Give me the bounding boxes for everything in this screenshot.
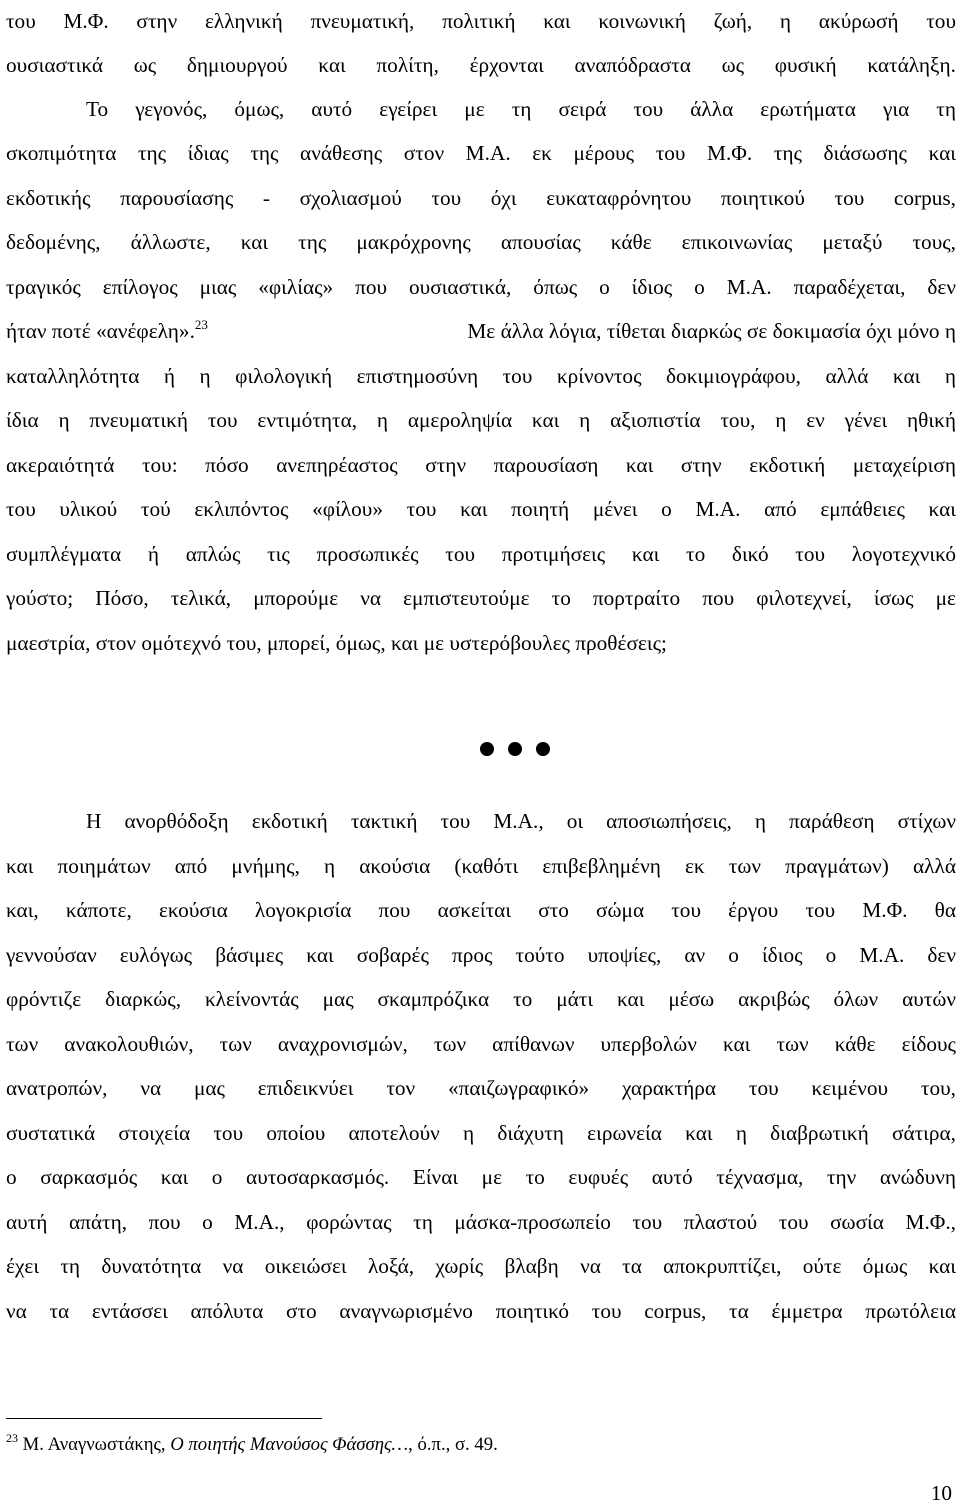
text-line: συστατικά στοιχεία του οποίου αποτελούν η διάχυτη ειρωνεία και η διαβρωτική σάτιρα, (6, 1121, 956, 1145)
text-line: να τα εντάσσει απόλυτα στο αναγνωρισμένο ποιητικό του corpus, τα έμμετρα πρωτόλεια (6, 1299, 956, 1323)
text-line: ακεραιότητά του: πόσο ανεπηρέαστος στην παρουσίαση και στην εκδοτική μεταχείριση (6, 453, 956, 477)
separator-dot (536, 742, 550, 756)
text-line: φρόντιζε διαρκώς, κλείνοντάς μας σκαμπρόζικα το μάτι και μέσω ακριβώς όλων αυτών (6, 987, 956, 1011)
footnote-reference[interactable]: 23 (194, 317, 208, 332)
text-line: γούστο; Πόσο, τελικά, μπορούμε να εμπιστευτούμε το πορτραίτο που φιλοτεχνεί, ίσως με (6, 586, 956, 610)
text-segment: Με άλλα λόγια, τίθεται διαρκώς σε δοκιμασία όχι μόνο η (467, 319, 956, 343)
text-line: μαεστρία, στον ομότεχνό του, μπορεί, όμως, και με υστερόβουλες προθέσεις; (6, 631, 667, 655)
text-line: ο σαρκασμός και ο αυτοσαρκασμός. Είναι με το ευφυές αυτό τέχνασμα, την ανώδυνη (6, 1165, 956, 1189)
text-line: αυτή απάτη, που ο Μ.Α., φορώντας τη μάσκα-προσωπείο του πλαστού του σωσία Μ.Φ., (6, 1210, 956, 1234)
footnote (6, 1432, 498, 1458)
section-separator (480, 742, 550, 756)
footnote-rule (6, 1418, 322, 1419)
text-line: σκοπιμότητα της ίδιας της ανάθεσης στον Μ.Α. εκ μέρους του Μ.Φ. της διάσωσης και (6, 141, 956, 165)
text-line: συμπλέγματα ή απλώς τις προσωπικές του προτιμήσεις και το δικό του λογοτεχνικό (6, 542, 956, 566)
text-line: έχει τη δυνατότητα να οικειώσει λοξά, χωρίς βλαβη να τα αποκρυπτίζει, ούτε όμως και (6, 1254, 956, 1278)
text-line: και, κάποτε, εκούσια λογοκρισία που ασκείται στο σώμα του έργου του Μ.Φ. θα (6, 898, 956, 922)
text-line: του Μ.Φ. στην ελληνική πνευματική, πολιτική και κοινωνική ζωή, η ακύρωσή του (6, 9, 956, 33)
text-line: εκδοτικής παρουσίασης - σχολιασμού του όχι ευκαταφρόνητου ποιητικού του corpus, (6, 186, 956, 210)
text-line: του υλικού τού εκλιπόντος «φίλου» του και ποιητή μένει ο Μ.Α. από εμπάθειες και (6, 497, 956, 521)
text-line: ανατροπών, να μας επιδεικνύει τον «παιζωγραφικό» χαρακτήρα του κειμένου του, (6, 1076, 956, 1100)
text-segment: ήταν ποτέ «ανέφελη». (6, 319, 195, 343)
text-line-with-footnote (6, 316, 956, 346)
text-line: δεδομένης, άλλωστε, και της μακρόχρονης απουσίας κάθε επικοινωνίας μεταξύ τους, (6, 230, 956, 254)
footnote-title: Ο ποιητής Μανούσος Φάσσης… (170, 1434, 409, 1455)
footnote-author: Μ. Αναγνωστάκης, (22, 1434, 166, 1455)
text-line: των ανακολουθιών, των αναχρονισμών, των απίθανων υπερβολών και των κάθε είδους (6, 1032, 956, 1056)
footnote-citation: , ό.π., σ. 49. (408, 1434, 498, 1455)
text-line: ουσιαστικά ως δημιουργού και πολίτη, έρχονται αναπόδραστα ως φυσική κατάληξη. (6, 53, 956, 77)
text-line: και ποιημάτων από μνήμης, η ακούσια (καθότι επιβεβλημένη εκ των πραγμάτων) αλλά (6, 854, 956, 878)
paragraph-first-line: Το γεγονός, όμως, αυτό εγείρει με τη σειρά του άλλα ερωτήματα για τη (86, 97, 956, 121)
text-line: ίδια η πνευματική του εντιμότητα, η αμεροληψία και η αξιοπιστία του, η εν γένει ηθική (6, 408, 956, 432)
separator-dot (480, 742, 494, 756)
text-line: γεννούσαν ευλόγως βάσιμες και σοβαρές προς τούτο υποψίες, αν ο ίδιος ο Μ.Α. δεν (6, 943, 956, 967)
text-line: τραγικός επίλογος μιας «φιλίας» που ουσιαστικά, όπως ο ίδιος ο Μ.Α. παραδέχεται, δεν (6, 275, 956, 299)
paragraph-first-line: Η ανορθόδοξη εκδοτική τακτική του Μ.Α., οι αποσιωπήσεις, η παράθεση στίχων (86, 809, 956, 833)
text-line: καταλληλότητα ή η φιλολογική επιστημοσύνη του κρίνοντος δοκιμιογράφου, αλλά και η (6, 364, 956, 388)
footnote-number: 23 (6, 1431, 18, 1445)
page-number: 10 (930, 1481, 952, 1505)
separator-dot (508, 742, 522, 756)
